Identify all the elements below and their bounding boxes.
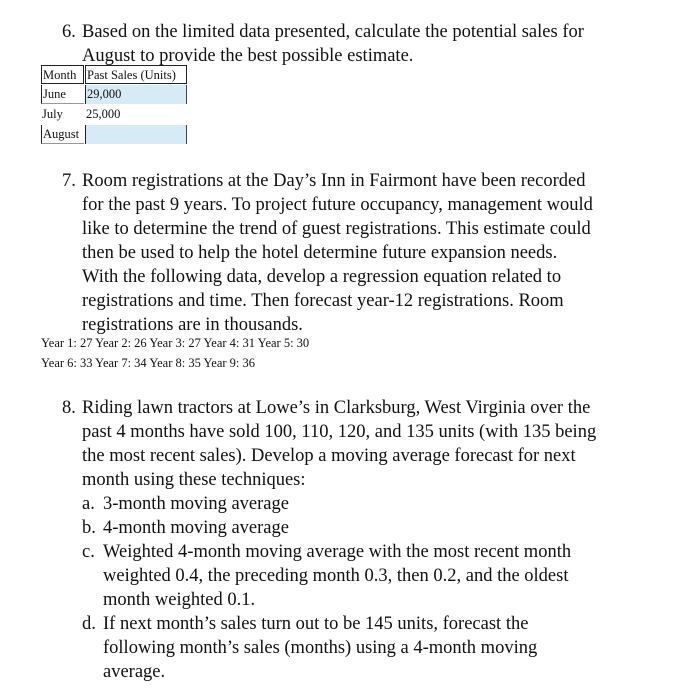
table-row [41, 125, 187, 144]
subpart-line: weighted 0.4, the preceding month 0.3, then 0.2, and the oldest [103, 566, 569, 586]
cell-sales[interactable]: 25,000 [86, 107, 121, 121]
question-7-line: like to determine the trend of guest registrations. This estimate could [82, 219, 591, 239]
subpart-line: following month’s sales (months) using a 4-month moving [103, 638, 538, 658]
subpart-letter: a. [82, 494, 95, 514]
subpart-line: average. [103, 662, 166, 682]
cell-month: August [41, 125, 84, 144]
cell-sales[interactable] [85, 125, 187, 144]
cell-month: July [42, 107, 63, 121]
question-8-number: 8. [62, 398, 76, 418]
question-7-number: 7. [62, 171, 76, 191]
subpart-line: 4-month moving average [103, 518, 289, 538]
subpart-letter: c. [82, 542, 95, 562]
subpart-line: If next month’s sales turn out to be 145 units, forecast the [103, 614, 529, 634]
table-row [41, 105, 187, 124]
subpart-line: 3-month moving average [103, 494, 289, 514]
cell-sales[interactable]: 29,000 [85, 85, 187, 104]
question-7-line: for the past 9 years. To project future occupancy, management would [82, 195, 593, 215]
subpart-line: month weighted 0.1. [103, 590, 256, 610]
subpart-letter: b. [82, 518, 96, 538]
question-6-line: Based on the limited data presented, calculate the potential sales for [82, 22, 584, 42]
question-7-line: With the following data, develop a regression equation related to [82, 267, 562, 287]
registration-data-line: Year 6: 33 Year 7: 34 Year 8: 35 Year 9: 36 [41, 356, 256, 370]
question-7-text [82, 169, 593, 337]
subpart-letter: d. [82, 614, 96, 634]
table-header-row [41, 65, 187, 84]
question-6-text [82, 20, 584, 68]
question-7-line: registrations and time. Then forecast year-12 registrations. Room [82, 291, 564, 311]
subpart-d [82, 612, 596, 684]
cell-month: June [41, 85, 84, 104]
question-6-number: 6. [62, 22, 76, 42]
question-8-line: past 4 months have sold 100, 110, 120, and 135 units (with 135 being [82, 422, 597, 442]
table-row [41, 85, 187, 104]
subpart-c [82, 540, 596, 612]
question-8-line: the most recent sales). Develop a moving average forecast for next [82, 446, 576, 466]
question-7-line: then be used to help the hotel determine future expansion needs. [82, 243, 558, 263]
subpart-b [82, 516, 596, 540]
question-7-line: registrations are in thousands. [82, 315, 303, 335]
question-8-line: month using these techniques: [82, 470, 306, 490]
header-month: Month [41, 65, 84, 84]
question-7-line: Room registrations at the Day’s Inn in Fairmont have been recorded [82, 171, 586, 191]
question-8-text [82, 396, 596, 684]
question-6-line: August to provide the best possible estimate. [82, 46, 414, 66]
registration-data-line: Year 1: 27 Year 2: 26 Year 3: 27 Year 4: 31 Year 5: 30 [41, 336, 310, 350]
subpart-a [82, 492, 596, 516]
question-8-line: Riding lawn tractors at Lowe’s in Clarksburg, West Virginia over the [82, 398, 591, 418]
subpart-line: Weighted 4-month moving average with the most recent month [103, 542, 572, 562]
header-past-sales: Past Sales (Units) [85, 65, 187, 84]
